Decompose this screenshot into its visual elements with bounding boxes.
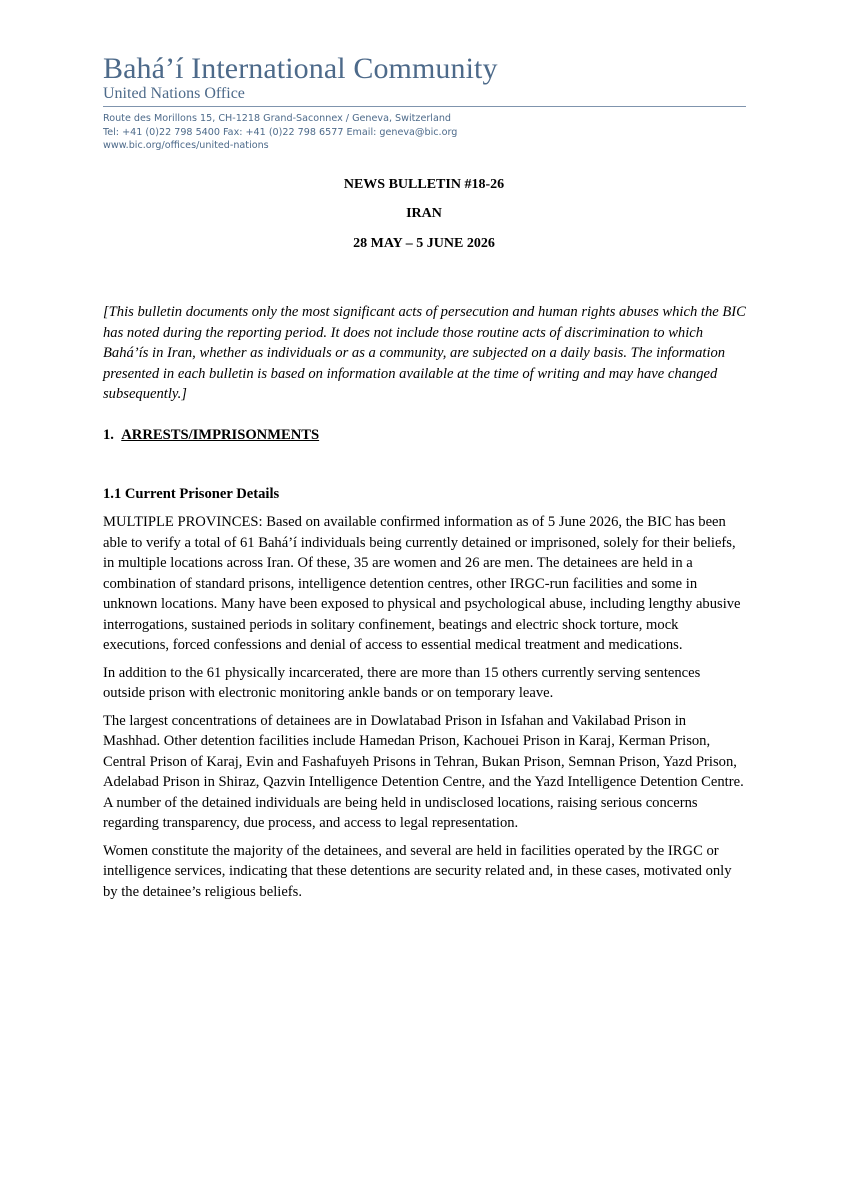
intro-disclaimer: [This bulletin documents only the most significant acts of persecution and human rights abuses which the BIC has noted during the reporting period. It does not include those routine acts of discrimination to which Bahá’ís in Iran, whether as individuals or as a community, are subjected on a daily basis. The information presented in each bulletin is based on information available at the time of writing and may have changed subsequently.]: [103, 304, 746, 402]
bulletin-title: NEWS BULLETIN #18-26: [343, 177, 505, 192]
paragraph: MULTIPLE PROVINCES: Based on available confirmed information as of 5 June 2026, the BIC has been able to verify a total of 61 Bahá’í individuals being currently detained or imprisoned, solely for their beliefs, in multiple locations across Iran. Of these, 35 are women and 26 are men. The detainees are held in a combination of standard prisons, intelligence detention centres, other IRGC-run facilities and some in unknown locations. Many have been exposed to physical and psychological abuse, including lengthy abusive interrogations, sustained periods in solitary confinement, beatings and electric shock torture, mock executions, forced confessions and denial of access to essential medical treatment and medications.: [103, 514, 741, 653]
paragraph: The largest concentrations of detainees are in Dowlatabad Prison in Isfahan and Vakilabad Prison in Mashhad. Other detention facilities include Hamedan Prison, Kachouei Prison in Karaj, Kerman Prison, Central Prison of Karaj, Evin and Fashafuyeh Prisons in Tehran, Bukan Prison, Semnan Prison, Yazd Prison, Adelabad Prison in Shiraz, Qazvin Intelligence Detention Centre, and the Yazd Intelligence Detention Centre. A number of the detained individuals are being held in undisclosed locations, raising serious concerns regarding transparency, due process, and access to legal representation.: [103, 712, 744, 831]
address-line: Route des Morillons 15, CH-1218 Grand-Saconnex / Geneva, Switzerland: [103, 113, 452, 124]
office-name: United Nations Office: [103, 85, 245, 102]
paragraph: Women constitute the majority of the detainees, and several are held in facilities operated by the IRGC or intelligence services, indicating that these detentions are security related and, in these cases, motivated only by the detainee’s religious beliefs.: [103, 842, 732, 900]
bulletin-country: IRAN: [406, 206, 442, 221]
letterhead-divider: [103, 106, 746, 107]
subsection-heading: 1.1 Current Prisoner Details: [103, 486, 280, 502]
contact-block: [103, 112, 746, 153]
section-title: ARRESTS/IMPRISONMENTS: [121, 427, 320, 443]
section-number: 1.: [103, 427, 114, 443]
section-heading-arrests: [103, 425, 746, 446]
paragraph: In addition to the 61 physically incarcerated, there are more than 15 others currently serving sentences outside prison with electronic monitoring ankle bands or on temporary leave.: [103, 664, 701, 701]
website-line: www.bic.org/offices/united-nations: [103, 140, 269, 151]
subsection-body: [103, 512, 746, 909]
organization-name: Bahá’í International Community: [103, 52, 498, 85]
bulletin-period: 28 MAY – 5 JUNE 2026: [353, 236, 495, 251]
phone-line: Tel: +41 (0)22 798 5400 Fax: +41 (0)22 798 6577 Email: geneva@bic.org: [103, 126, 458, 138]
letterhead: [103, 52, 746, 153]
